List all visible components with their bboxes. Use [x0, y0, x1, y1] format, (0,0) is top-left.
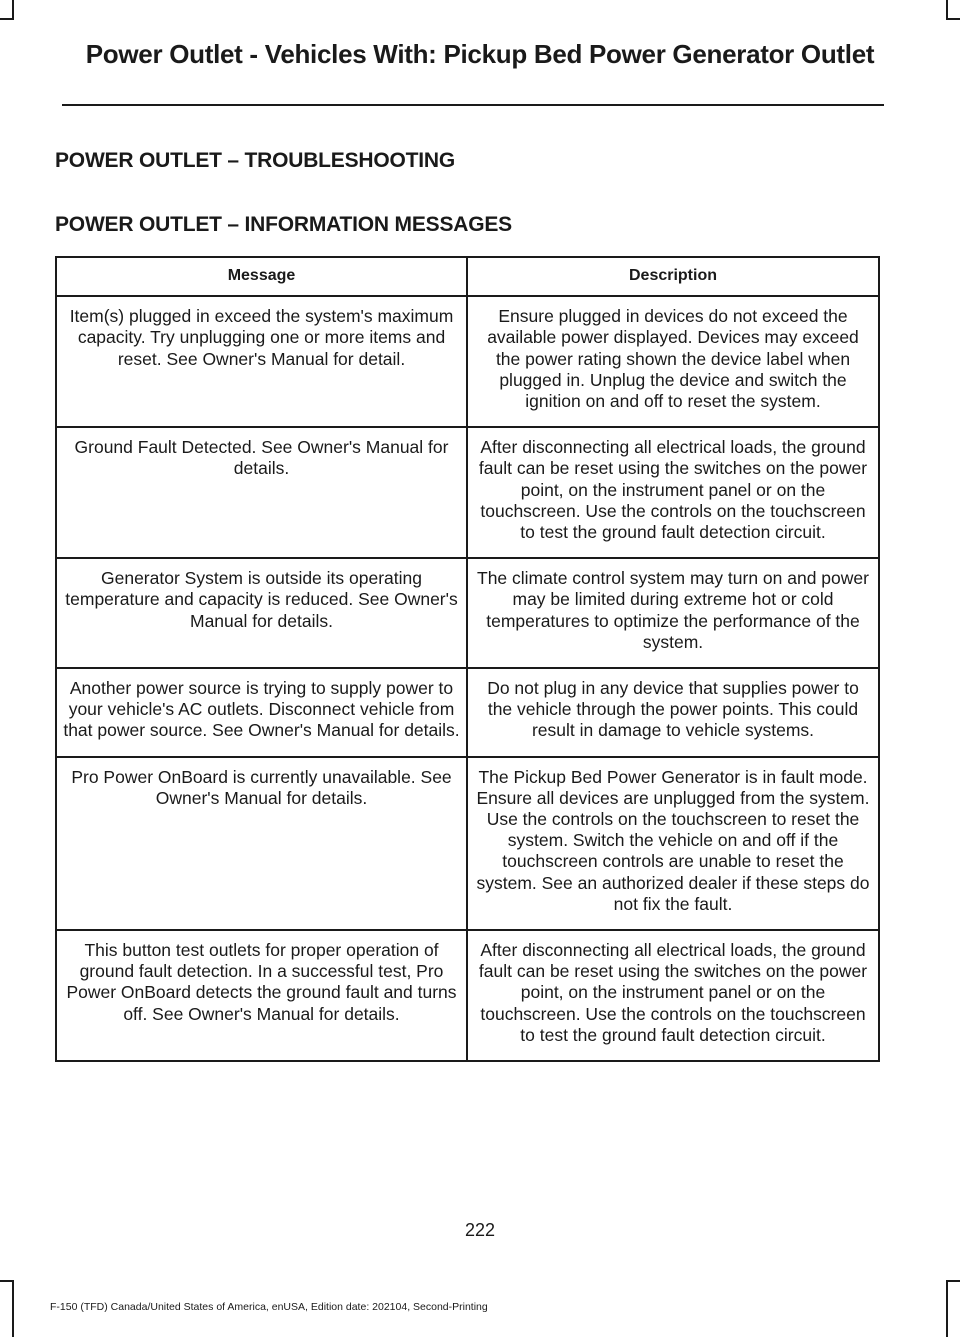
edition-footer: F-150 (TFD) Canada/United States of America, enUSA, Edition date: 202104, Second-Printing: [50, 1301, 488, 1313]
description-cell: The Pickup Bed Power Generator is in fault mode. Ensure all devices are unplugged from the system. Use the controls on the touchscreen to reset the system. Switch the vehicle on and off if the touchscreen controls are unable to reset the system. See an authorized dealer if these steps do not fix the fault.: [467, 757, 879, 930]
message-cell: Another power source is trying to supply power to your vehicle's AC outlets. Disconnect vehicle from that power source. See Owner's Manual for details.: [56, 668, 467, 757]
crop-mark: [946, 18, 960, 20]
section-heading-troubleshooting: POWER OUTLET – TROUBLESHOOTING: [55, 149, 456, 172]
table-header-row: [56, 257, 879, 296]
table-row: [56, 296, 879, 427]
page-header-title: Power Outlet - Vehicles With: Pickup Bed Power Generator Outlet: [85, 39, 875, 69]
table-row: [56, 757, 879, 930]
table-row: [56, 427, 879, 558]
header-divider: [62, 104, 884, 106]
column-header-message: Message: [56, 257, 467, 296]
table-row: [56, 930, 879, 1061]
description-cell: Ensure plugged in devices do not exceed the available power displayed. Devices may exceed the power rating shown the device label when plugged in. Unplug the device and switch the ignition on and off to reset the system.: [467, 296, 879, 427]
description-cell: Do not plug in any device that supplies power to the vehicle through the power points. This could result in damage to vehicle systems.: [467, 668, 879, 757]
description-cell: After disconnecting all electrical loads, the ground fault can be reset using the switches on the power point, on the instrument panel or on the touchscreen. Use the controls on the touchscreen to test the ground fault detection circuit.: [467, 427, 879, 558]
column-header-description: Description: [467, 257, 879, 296]
message-cell: Item(s) plugged in exceed the system's maximum capacity. Try unplugging one or more items and reset. See Owner's Manual for detail.: [56, 296, 467, 427]
message-cell: Pro Power OnBoard is currently unavailable. See Owner's Manual for details.: [56, 757, 467, 930]
information-messages-table: [55, 256, 880, 1062]
section-heading-information-messages: POWER OUTLET – INFORMATION MESSAGES: [55, 213, 512, 236]
crop-mark: [0, 1280, 14, 1282]
message-cell: Generator System is outside its operating temperature and capacity is reduced. See Owner's Manual for details.: [56, 558, 467, 668]
table-row: [56, 668, 879, 757]
crop-mark: [0, 18, 14, 20]
crop-mark: [946, 0, 948, 20]
crop-mark: [946, 1280, 960, 1282]
crop-mark: [12, 0, 14, 20]
description-cell: The climate control system may turn on and power may be limited during extreme hot or cold temperatures to optimize the performance of the system.: [467, 558, 879, 668]
page-number: 222: [464, 1220, 496, 1240]
message-cell: Ground Fault Detected. See Owner's Manual for details.: [56, 427, 467, 558]
message-cell: This button test outlets for proper operation of ground fault detection. In a successful test, Pro Power OnBoard detects the ground fault and turns off. See Owner's Manual for details.: [56, 930, 467, 1061]
description-cell: After disconnecting all electrical loads, the ground fault can be reset using the switches on the power point, on the instrument panel or on the touchscreen. Use the controls on the touchscreen to test the ground fault detection circuit.: [467, 930, 879, 1061]
table-row: [56, 558, 879, 668]
crop-mark: [946, 1280, 948, 1337]
crop-mark: [12, 1280, 14, 1337]
